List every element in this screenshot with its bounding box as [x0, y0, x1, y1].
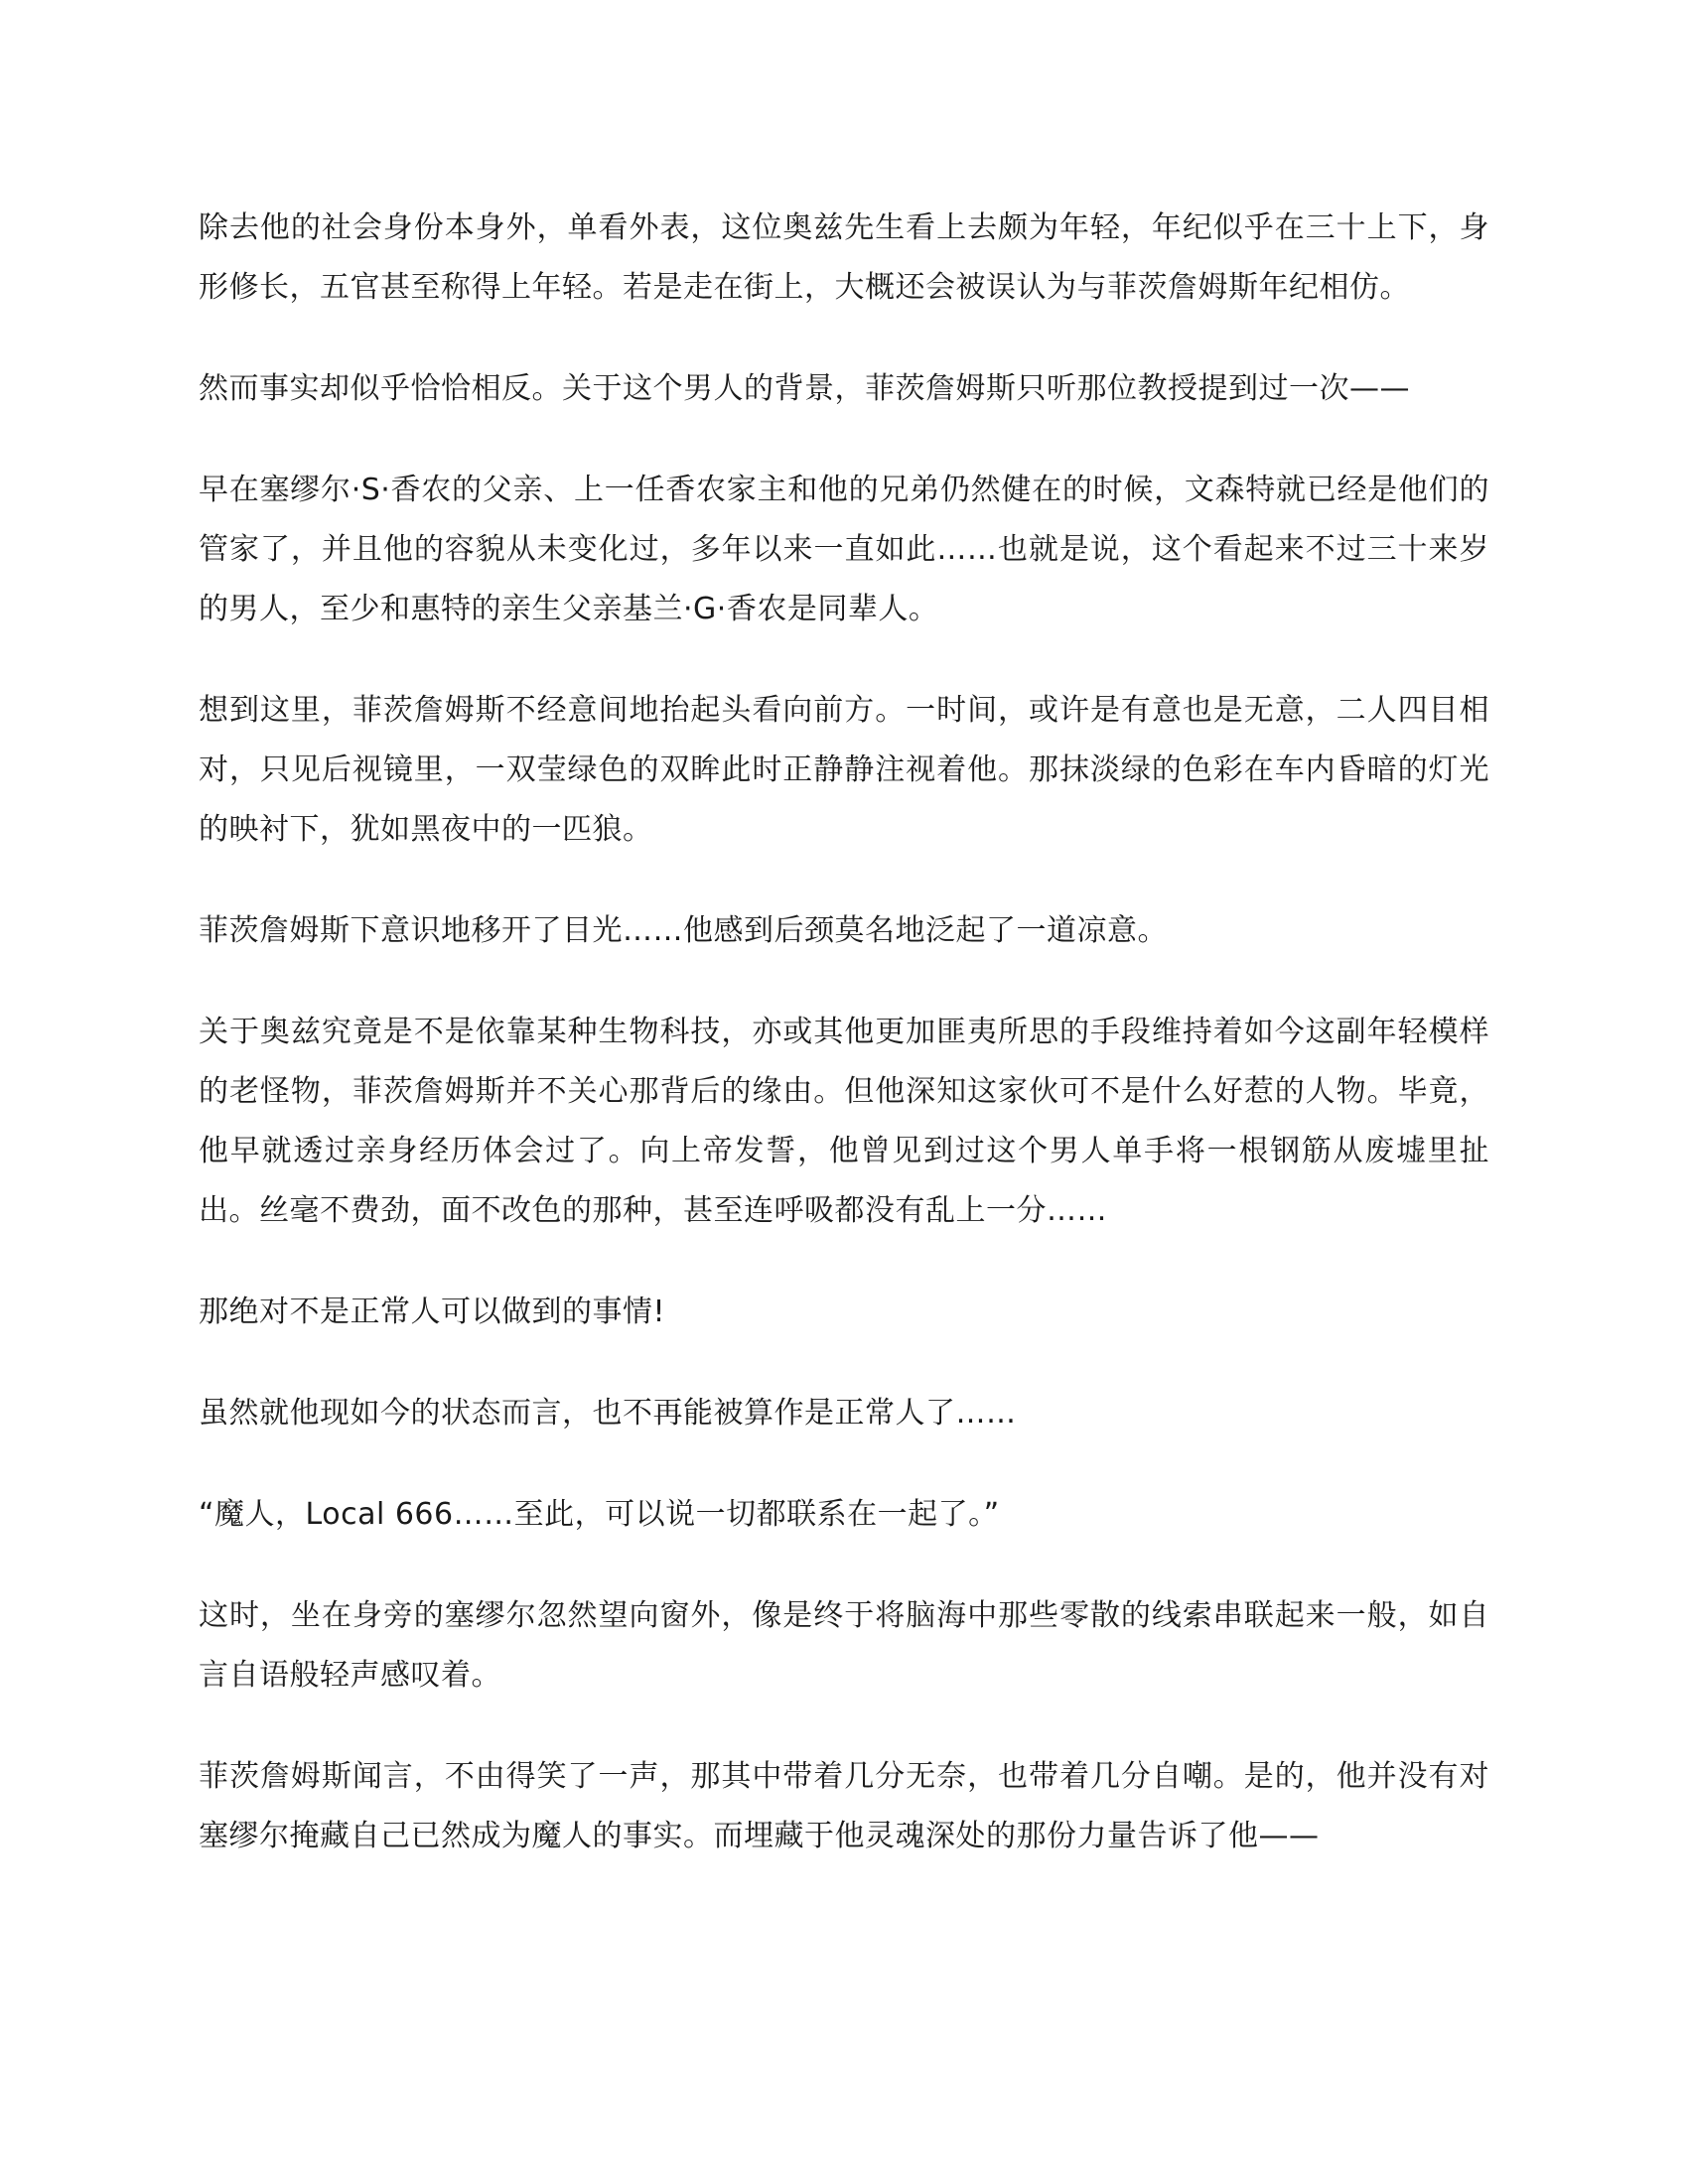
paragraph: 那绝对不是正常人可以做到的事情!: [199, 1295, 666, 1329]
document-body: [199, 199, 1489, 1908]
paragraph: 菲茨詹姆斯闻言，不由得笑了一声，那其中带着几分无奈，也带着几分自嘲。是的，他并没有对塞缪尔掩藏自己已然成为魔人的事实。而埋藏于他灵魂深处的那份力量告诉了他——: [199, 1759, 1489, 1853]
paragraph: 关于奥兹究竟是不是依靠某种生物科技，亦或其他更加匪夷所思的手段维持着如今这副年轻模样的老怪物，菲茨詹姆斯并不关心那背后的缘由。但他深知这家伙可不是什么好惹的人物。毕竟，他早就透过亲身经历体会过了。向上帝发誓，他曾见到过这个男人单手将一根钢筋从废墟里扯出。丝毫不费劲，面不改色的那种，甚至连呼吸都没有乱上一分……: [199, 1015, 1489, 1228]
paragraph: “魔人，Local 666……至此，可以说一切都联系在一起了。”: [199, 1497, 1000, 1532]
paragraph: 想到这里，菲茨詹姆斯不经意间地抬起头看向前方。一时间，或许是有意也是无意，二人四目相对，只见后视镜里，一双莹绿色的双眸此时正静静注视着他。那抹淡绿的色彩在车内昏暗的灯光的映衬下，犹如黑夜中的一匹狼。: [199, 693, 1489, 847]
paragraph: 除去他的社会身份本身外，单看外表，这位奥兹先生看上去颇为年轻，年纪似乎在三十上下，身形修长，五官甚至称得上年轻。若是走在街上，大概还会被误认为与菲茨詹姆斯年纪相仿。: [199, 210, 1489, 305]
paragraph: 这时，坐在身旁的塞缪尔忽然望向窗外，像是终于将脑海中那些零散的线索串联起来一般，如自言自语般轻声感叹着。: [199, 1598, 1489, 1693]
paragraph: 然而事实却似乎恰恰相反。关于这个男人的背景，菲茨詹姆斯只听那位教授提到过一次——: [199, 371, 1410, 406]
paragraph: 菲茨詹姆斯下意识地移开了目光……他感到后颈莫名地泛起了一道凉意。: [199, 913, 1168, 948]
paragraph: 虽然就他现如今的状态而言，也不再能被算作是正常人了……: [199, 1396, 1017, 1431]
paragraph: 早在塞缪尔·S·香农的父亲、上一任香农家主和他的兄弟仍然健在的时候，文森特就已经是他们的管家了，并且他的容貌从未变化过，多年以来一直如此……也就是说，这个看起来不过三十来岁的男人，至少和惠特的亲生父亲基兰·G·香农是同辈人。: [199, 473, 1489, 626]
